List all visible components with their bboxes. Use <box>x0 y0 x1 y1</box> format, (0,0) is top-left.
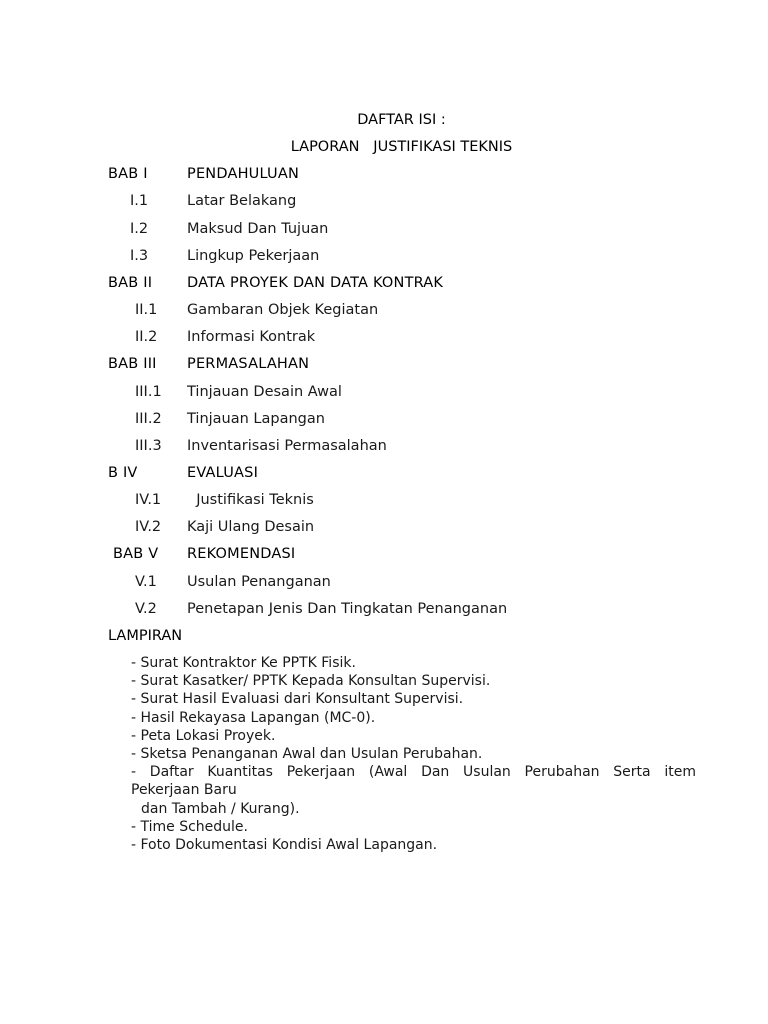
toc-row[interactable] <box>0 571 768 593</box>
toc-text: Kaji Ulang Desain <box>187 519 315 535</box>
list-item: - Surat Kasatker/ PPTK Kepada Konsultan Supervisi. <box>131 673 491 690</box>
toc-number: III.3 <box>135 438 162 454</box>
toc-text: Informasi Kontrak <box>187 329 316 345</box>
toc-row[interactable] <box>0 163 768 185</box>
toc-text: PERMASALAHAN <box>187 356 310 372</box>
toc-number: IV.1 <box>135 492 162 508</box>
toc-title: DAFTAR ISI : <box>357 112 446 128</box>
lampiran-heading: LAMPIRAN <box>108 628 183 644</box>
toc-row[interactable] <box>0 190 768 212</box>
toc-text: PENDAHULUAN <box>187 166 300 182</box>
list-item: - Sketsa Penanganan Awal dan Usulan Perubahan. <box>131 746 483 763</box>
toc-number: III.1 <box>135 384 162 400</box>
report-subtitle: LAPORAN JUSTIFIKASI TEKNIS <box>290 139 513 155</box>
toc-number: V.1 <box>135 574 157 590</box>
toc-row[interactable] <box>0 218 768 240</box>
list-item: - Daftar Kuantitas Pekerjaan (Awal Dan Usulan Perubahan Serta item <box>131 764 696 781</box>
lampiran-list <box>131 654 696 854</box>
toc-row[interactable] <box>0 516 768 538</box>
toc-number: B IV <box>108 465 138 481</box>
list-item: - Time Schedule. <box>131 818 248 835</box>
toc-text: Inventarisasi Permasalahan <box>187 438 387 454</box>
list-item: - Surat Hasil Evaluasi dari Konsultant Supervisi. <box>131 691 464 708</box>
toc-text: Usulan Penanganan <box>187 574 331 590</box>
toc-number: BAB III <box>108 356 157 372</box>
toc-text: REKOMENDASI <box>187 546 296 562</box>
toc-row[interactable] <box>0 381 768 403</box>
toc-number: BAB V <box>113 546 159 562</box>
toc-number: BAB II <box>108 275 153 291</box>
toc-row[interactable] <box>0 598 768 620</box>
toc-text: EVALUASI <box>187 465 259 481</box>
toc-number: I.1 <box>130 193 149 209</box>
toc-text: Lingkup Pekerjaan <box>187 248 320 264</box>
toc-row[interactable] <box>0 272 768 294</box>
toc-text: DATA PROYEK DAN DATA KONTRAK <box>187 275 444 291</box>
toc-row[interactable] <box>0 462 768 484</box>
toc-row[interactable] <box>0 299 768 321</box>
toc-number: I.3 <box>130 248 149 264</box>
toc-row[interactable] <box>0 408 768 430</box>
toc-number: I.2 <box>130 221 149 237</box>
toc-text: Latar Belakang <box>187 193 297 209</box>
list-item-continuation: Pekerjaan Baru <box>131 782 237 799</box>
toc-text: Justifikasi Teknis <box>187 492 314 508</box>
toc-row[interactable] <box>0 245 768 267</box>
toc-text: Tinjauan Desain Awal <box>187 384 342 400</box>
list-item: - Foto Dokumentasi Kondisi Awal Lapangan. <box>131 837 438 854</box>
toc-text: Tinjauan Lapangan <box>187 411 325 427</box>
list-item: - Surat Kontraktor Ke PPTK Fisik. <box>131 655 356 671</box>
toc-number: II.1 <box>135 302 158 318</box>
toc-number: BAB I <box>108 166 148 182</box>
toc-row[interactable] <box>0 489 768 511</box>
toc-row[interactable] <box>0 326 768 348</box>
toc-number: III.2 <box>135 411 162 427</box>
toc-number: IV.2 <box>135 519 162 535</box>
toc-text: Penetapan Jenis Dan Tingkatan Penanganan <box>187 601 508 617</box>
toc-number: V.2 <box>135 601 157 617</box>
toc-number: II.2 <box>135 329 158 345</box>
toc-row[interactable] <box>0 353 768 375</box>
toc-text: Maksud Dan Tujuan <box>187 221 329 237</box>
list-item: - Peta Lokasi Proyek. <box>131 727 276 744</box>
toc-text: Gambaran Objek Kegiatan <box>187 302 379 318</box>
toc-row[interactable] <box>0 543 768 565</box>
list-item-continuation: dan Tambah / Kurang). <box>141 800 300 817</box>
toc-row[interactable] <box>0 435 768 457</box>
list-item: - Hasil Rekayasa Lapangan (MC-0). <box>131 709 376 726</box>
